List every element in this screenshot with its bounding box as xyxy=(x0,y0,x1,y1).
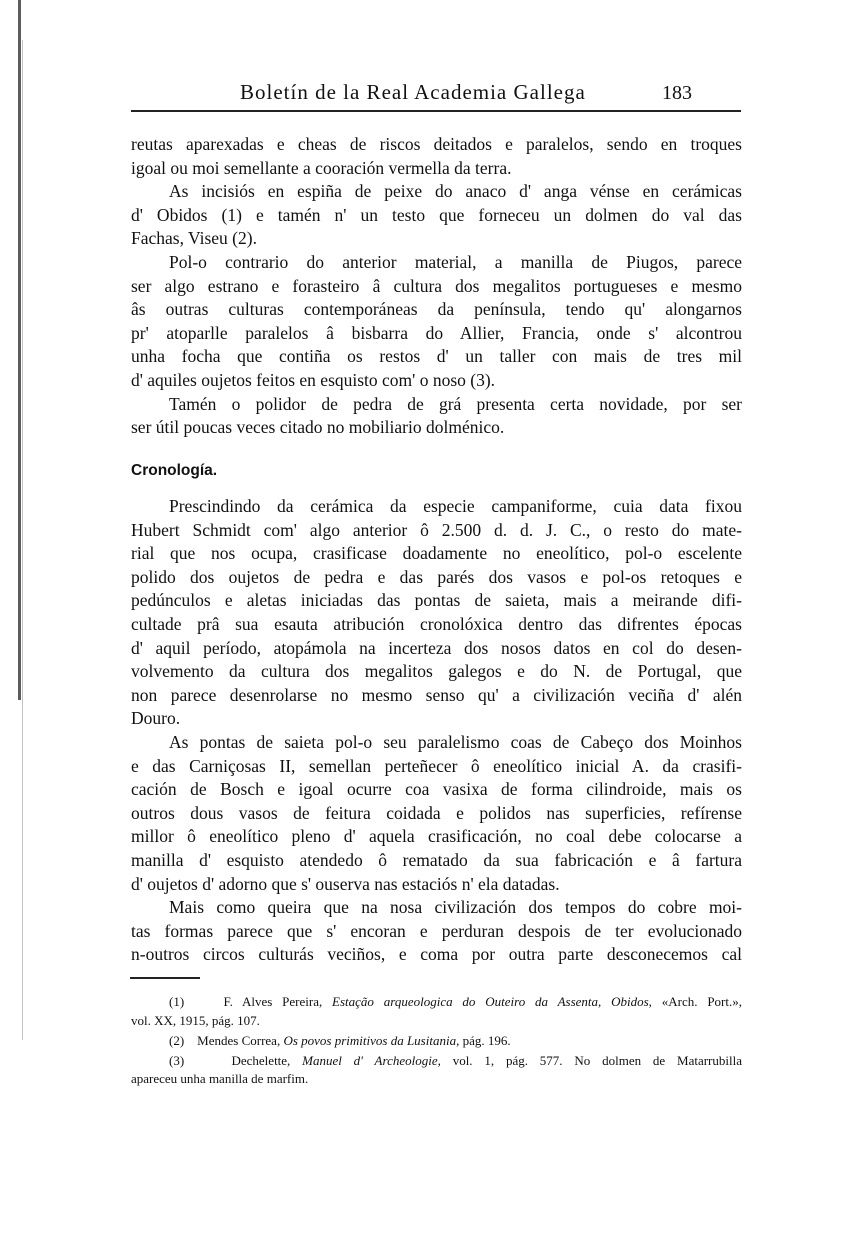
text-line: Fachas, Viseu (2). xyxy=(131,228,257,249)
text-line: As incisiós en espiña de peixe do anaco d' anga vénse en cerámicas xyxy=(169,181,742,202)
footnote-author: Mendes Correa, xyxy=(197,1033,284,1048)
footnote-continuation: vol. XX, 1915, pág. 107. xyxy=(131,1013,260,1028)
scan-edge-shadow xyxy=(22,40,23,1040)
text-line: ser útil poucas veces citado no mobiliario dolménico. xyxy=(131,417,505,438)
text-line: e das Carniçosas II, semellan perteñecer ô eneolítico inicial A. da crasifi- xyxy=(131,755,742,776)
footnote-author: F. Alves Pereira, xyxy=(223,994,333,1009)
text-line: d' Obidos (1) e tamén n' un testo que forneceu un dolmen do val das xyxy=(131,204,742,225)
footnote xyxy=(169,1033,742,1049)
text-line: cación de Bosch e igoal ocurre coa vasixa de forma cilindroide, mais os xyxy=(131,779,742,800)
footnote-mark: (3) xyxy=(169,1053,185,1068)
text-line: Pol-o contrario do anterior material, a manilla de Piugos, parece xyxy=(169,252,742,272)
text-line: d' aquiles oujetos feitos en esquisto com' o noso (3). xyxy=(131,370,496,390)
footnote-continuation: apareceu unha manilla de marfim. xyxy=(131,1071,309,1086)
text-line: d' oujetos d' adorno que s' ouserva nas estaciós n' ela datadas. xyxy=(131,873,560,894)
footnote xyxy=(169,994,742,1010)
text-line: n-outros circos culturás veciños, e coma por outra parte desconecemos cal xyxy=(131,944,742,965)
footnote-ref: pág. 196. xyxy=(459,1033,511,1048)
text-line: unha focha que contiña os restos d' un taller con mais de tres mil xyxy=(131,346,742,367)
scan-edge xyxy=(18,0,21,700)
footnote-rule xyxy=(130,977,200,979)
footnote-title: Manuel d' Archeologie, xyxy=(302,1053,441,1068)
text-line: As pontas de saieta pol-o seu paralelismo coas de Cabeço dos Moinhos xyxy=(169,732,742,752)
text-line: rial que nos ocupa, crasificase doadamente no eneolítico, pol-o escelente xyxy=(131,543,742,564)
text-line: reutas aparexadas e cheas de riscos deitados e paralelos, sendo en troques xyxy=(131,134,742,154)
text-line: tas formas parece que s' encoran e perduran despois de ter evolucionado xyxy=(131,920,742,941)
text-line: cultade prâ sua esauta atribución cronolóxica dentro das difrentes épocas xyxy=(131,614,742,634)
text-line: Mais como queira que na nosa civilización dos tempos do cobre moi- xyxy=(169,897,742,918)
footnote-mark: (1) xyxy=(169,994,185,1009)
footnote-title: Os povos primitivos da Lusitania, xyxy=(283,1033,460,1048)
section-heading: Cronología. xyxy=(131,462,218,479)
footnote-ref: «Arch. Port.», xyxy=(651,994,742,1009)
text-line: polido dos oujetos de pedra e das parés dos vasos e pol-os retoques e xyxy=(131,566,742,587)
text-line: Prescindindo da cerámica da especie campaniforme, cuia data fixou xyxy=(169,496,742,516)
footnote-mark: (2) xyxy=(169,1033,185,1048)
footnote xyxy=(169,1053,742,1069)
footnote-author: Dechelette, xyxy=(231,1053,303,1068)
text-line: Tamén o polidor de pedra de grá presenta certa novidade, por ser xyxy=(169,393,742,414)
running-header: Boletín de la Real Academia Gallega xyxy=(240,80,586,104)
text-line: non parece desenrolarse no mesmo senso qu' a civilización veciña d' alén xyxy=(131,684,742,705)
text-line: âs outras culturas contemporáneas da península, tendo qu' alongarnos xyxy=(131,299,742,320)
text-line: Douro. xyxy=(131,708,181,729)
text-line: millor ô eneolítico pleno d' aquela crasificación, no coal debe colocarse a xyxy=(131,826,742,847)
text-line: manilla d' esquisto atendedo ô rematado da sua fabricación e â fartura xyxy=(131,850,742,870)
footnote-ref: vol. 1, pág. 577. No dolmen de Matarrubilla xyxy=(440,1053,742,1068)
text-line: igoal ou moi semellante a cooración vermella da terra. xyxy=(131,157,512,178)
footnote-title: Estação arqueologica do Outeiro da Assenta, Obidos, xyxy=(332,994,652,1009)
text-line: outros dous vasos de feitura coidada e polidos nas superficies, refírense xyxy=(131,802,742,823)
text-line: d' aquil período, atopámola na incerteza dos nosos datos en col do desen- xyxy=(131,637,742,658)
text-line: pedúnculos e aletas iniciadas das pontas de saieta, mais a meirande difi- xyxy=(131,590,742,611)
text-line: Hubert Schmidt com' algo anterior ô 2.500 d. d. J. C., o resto do mate- xyxy=(131,519,742,540)
text-line: pr' atoparlle paralelos â bisbarra do Allier, Francia, onde s' alcontrou xyxy=(131,322,742,343)
page-number: 183 xyxy=(662,82,692,104)
text-line: volvemento da cultura dos megalitos galegos e do N. de Portugal, que xyxy=(131,661,742,682)
header-rule xyxy=(131,110,741,112)
text-line: ser algo estrano e forasteiro â cultura dos megalitos portugueses e mesmo xyxy=(131,275,742,296)
